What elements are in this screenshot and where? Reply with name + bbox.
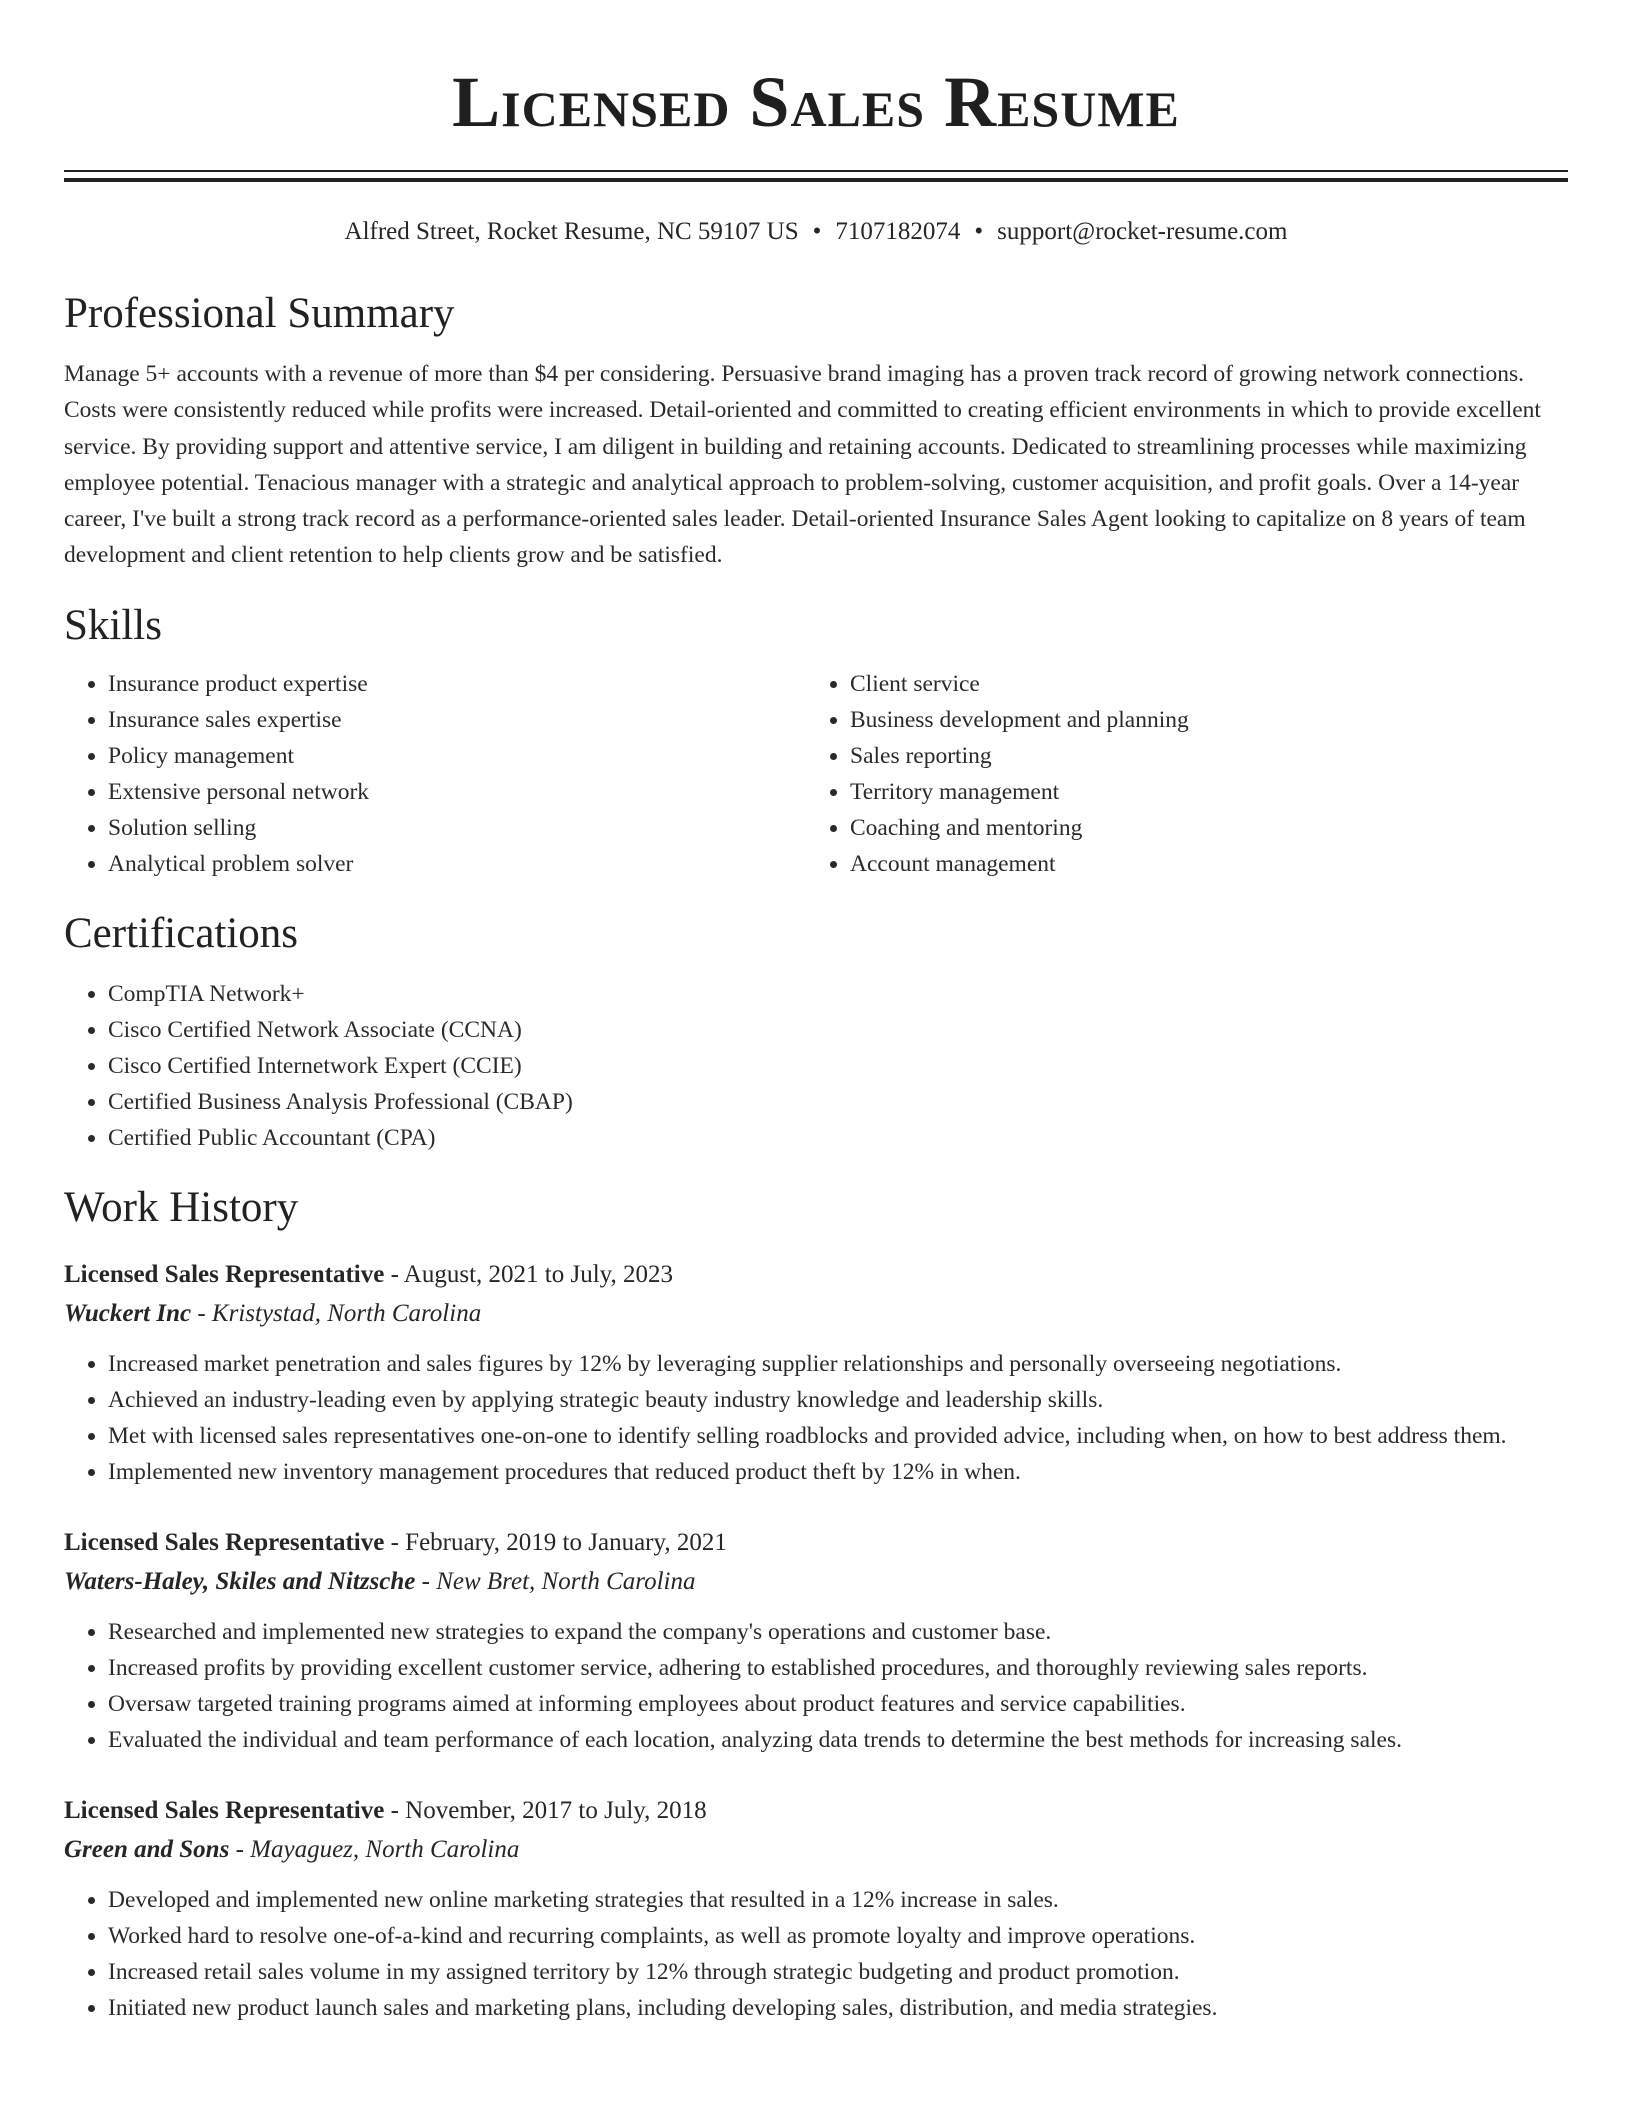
job-company: Waters-Haley, Skiles and Nitzsche — [64, 1567, 416, 1595]
list-item: • Cisco Certified Internetwork Expert (CCIE) — [108, 1048, 1568, 1084]
skills-list-left — [64, 666, 806, 882]
list-item: • Worked hard to resolve one-of-a-kind and recurring complaints, as well as promote loyalty and improve operations. — [108, 1918, 1568, 1954]
list-item: • Achieved an industry-leading even by applying strategic beauty industry knowledge and leadership skills. — [108, 1382, 1568, 1418]
list-item: • Increased retail sales volume in my assigned territory by 12% through strategic budgeting and product promotion. — [108, 1954, 1568, 1990]
job-company: Wuckert Inc — [64, 1299, 192, 1327]
job-dates: - February, 2019 to January, 2021 — [384, 1528, 727, 1556]
job-dates: - August, 2021 to July, 2023 — [384, 1260, 674, 1288]
job-entry — [64, 1792, 1568, 2026]
job-dates: - November, 2017 to July, 2018 — [384, 1796, 707, 1824]
list-item: • Sales reporting — [850, 738, 1548, 774]
job-location: - Mayaguez, North Carolina — [229, 1835, 520, 1863]
list-item: • Coaching and mentoring — [850, 810, 1548, 846]
certifications-list — [64, 976, 1568, 1156]
list-item: • Oversaw targeted training programs aimed at informing employees about product features and service capabilities. — [108, 1686, 1568, 1722]
contact-email: support@rocket-resume.com — [997, 218, 1288, 245]
title-divider-thin — [64, 170, 1568, 172]
job-bullets — [64, 1346, 1568, 1490]
job-company: Green and Sons — [64, 1835, 230, 1863]
job-title: Licensed Sales Representative — [64, 1528, 385, 1556]
list-item: • Territory management — [850, 774, 1548, 810]
list-item: • Initiated new product launch sales and marketing plans, including developing sales, distribution, and media strategies. — [108, 1990, 1568, 2026]
contact-phone: 7107182074 — [835, 218, 961, 245]
list-item: • Increased profits by providing excellent customer service, adhering to established procedures, and thoroughly reviewing sales reports. — [108, 1650, 1568, 1686]
list-item: • Analytical problem solver — [108, 846, 806, 882]
resume-page — [64, 0, 1568, 2026]
job-title: Licensed Sales Representative — [64, 1260, 385, 1288]
summary-heading: Professional Summary — [64, 290, 455, 337]
list-item: • Certified Business Analysis Professional (CBAP) — [108, 1084, 1568, 1120]
skills-heading: Skills — [64, 601, 162, 649]
job-location: - New Bret, North Carolina — [415, 1567, 696, 1595]
job-title: Licensed Sales Representative — [64, 1796, 385, 1824]
summary-text: Manage 5+ accounts with a revenue of more than $4 per considering. Persuasive brand imaging has a proven track record of growing network connections. Costs were consistently reduced while profits were increased. Detail-oriented and committed to creating efficient environments in which to provide excellent service. By providing support and attentive service, I am diligent in building and retaining accounts. Dedicated to streamlining processes while maximizing employee potential. Tenacious manager with a strategic and analytical approach to problem-solving, customer acquisition, and profit goals. Over a 14-year career, I've built a strong track record as a performance-oriented sales leader. Detail-oriented Insurance Sales Agent looking to capitalize on 8 years of team development and client retention to help clients grow and be satisfied. — [64, 361, 1541, 569]
job-company-line — [64, 1562, 1568, 1602]
work-history-heading: Work History — [64, 1183, 299, 1231]
list-item: • Account management — [850, 846, 1548, 882]
list-item: • Met with licensed sales representatives one-on-one to identify selling roadblocks and provided advice, including when, on how to best address them. — [108, 1418, 1568, 1454]
skills-columns — [64, 666, 1568, 882]
list-item: • Extensive personal network — [108, 774, 806, 810]
contact-line — [64, 216, 1568, 248]
job-bullets — [64, 1614, 1568, 1758]
list-item: • Cisco Certified Network Associate (CCNA) — [108, 1012, 1568, 1048]
list-item: • Developed and implemented new online marketing strategies that resulted in a 12% increase in sales. — [108, 1882, 1568, 1918]
contact-separator: • — [974, 218, 984, 245]
contact-address: Alfred Street, Rocket Resume, NC 59107 US — [344, 218, 799, 245]
job-company-line — [64, 1830, 1568, 1870]
list-item: • Implemented new inventory management procedures that reduced product theft by 12% in when. — [108, 1454, 1568, 1490]
job-bullets — [64, 1882, 1568, 2026]
contact-separator: • — [812, 218, 822, 245]
list-item: • Business development and planning — [850, 702, 1548, 738]
title-divider-thick — [64, 178, 1568, 182]
job-entry — [64, 1256, 1568, 1490]
list-item: • Researched and implemented new strategies to expand the company's operations and customer base. — [108, 1614, 1568, 1650]
list-item: • Insurance product expertise — [108, 666, 806, 702]
list-item: • Certified Public Accountant (CPA) — [108, 1120, 1568, 1156]
list-item: • Increased market penetration and sales figures by 12% by leveraging supplier relationships and personally overseeing negotiations. — [108, 1346, 1568, 1382]
skills-list-right — [806, 666, 1548, 882]
job-location: - Kristystad, North Carolina — [191, 1299, 482, 1327]
list-item: • CompTIA Network+ — [108, 976, 1568, 1012]
resume-title: Licensed Sales Resume — [452, 62, 1180, 142]
list-item: • Policy management — [108, 738, 806, 774]
job-title-line — [64, 1256, 1568, 1294]
list-item: • Client service — [850, 666, 1548, 702]
certifications-heading: Certifications — [64, 909, 299, 957]
job-entry — [64, 1524, 1568, 1758]
job-title-line — [64, 1524, 1568, 1562]
job-title-line — [64, 1792, 1568, 1830]
list-item: • Insurance sales expertise — [108, 702, 806, 738]
job-company-line — [64, 1294, 1568, 1334]
list-item: • Evaluated the individual and team performance of each location, analyzing data trends to determine the best methods for increasing sales. — [108, 1722, 1568, 1758]
list-item: • Solution selling — [108, 810, 806, 846]
